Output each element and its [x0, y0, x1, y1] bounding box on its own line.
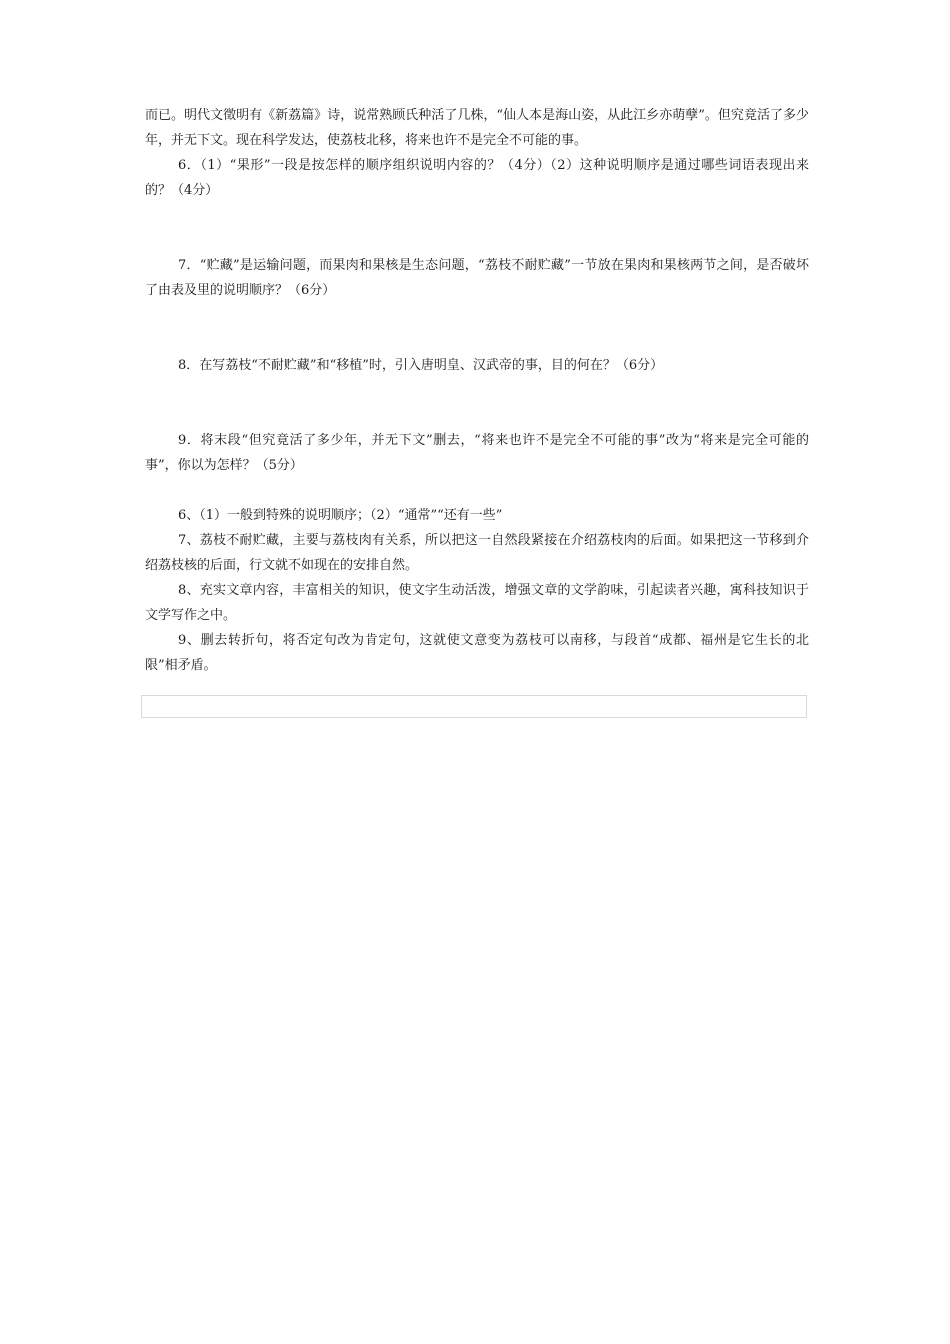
answer-8: 8、充实文章内容，丰富相关的知识，使文字生动活泼，增强文章的文学韵味，引起读者兴趣，寓科技知识于文学写作之中。	[145, 583, 809, 623]
question-7: 7．“贮藏”是运输问题，而果肉和果核是生态问题，“荔枝不耐贮藏”一节放在果肉和果核两节之间，是否破坏了由表及里的说明顺序？（6分）	[145, 258, 809, 298]
document-body	[145, 103, 809, 678]
question-9: 9．将末段“但究竟活了多少年，并无下文”删去，“将来也许不是完全不可能的事”改为“将来是完全可能的事”，你以为怎样？（5分）	[145, 433, 809, 473]
answer-7: 7、荔枝不耐贮藏，主要与荔枝肉有关系，所以把这一自然段紧接在介绍荔枝肉的后面。如果把这一节移到介绍荔枝核的后面，行文就不如现在的安排自然。	[145, 533, 809, 573]
answer-9: 9、删去转折句，将否定句改为肯定句，这就使文意变为荔枝可以南移，与段首“成都、福州是它生长的北限”相矛盾。	[145, 633, 809, 673]
question-6: 6．（1）“果形”一段是按怎样的顺序组织说明内容的？（4分）（2）这种说明顺序是通过哪些词语表现出来的？（4分）	[145, 158, 809, 198]
empty-footer-box	[141, 695, 807, 718]
answer-6: 6、（1）一般到特殊的说明顺序；（2）“通常”“还有一些”	[178, 508, 503, 523]
question-8: 8．在写荔枝“不耐贮藏”和“移植”时，引入唐明皇、汉武帝的事，目的何在？（6分）	[178, 358, 664, 373]
passage-paragraph: 而已。明代文徵明有《新荔篇》诗，说常熟顾氏种活了几株，“仙人本是海山姿，从此江乡亦萌孽”。但究竟活了多少年，并无下文。现在科学发达，使荔枝北移，将来也许不是完全不可能的事。	[145, 108, 809, 148]
